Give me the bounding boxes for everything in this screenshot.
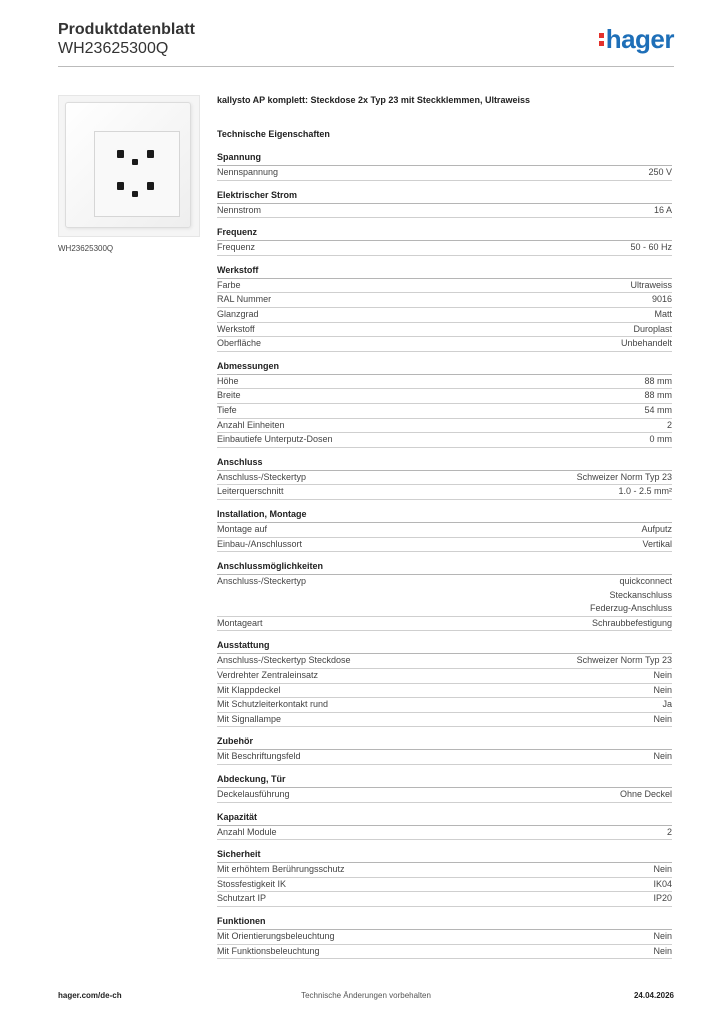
spec-label: Verdrehter Zentraleinsatz (217, 670, 319, 681)
spec-label: Tiefe (217, 404, 237, 415)
document-header (58, 20, 674, 58)
spec-row (217, 433, 672, 448)
spec-label: Stossfestigkeit IK (217, 878, 287, 889)
spec-label: Einbau-/Anschlussort (217, 538, 303, 549)
spec-value: 16 A (653, 204, 672, 215)
spec-label: Leiterquerschnitt (217, 486, 284, 497)
spec-row (217, 337, 672, 352)
spec-label: Farbe (217, 279, 241, 290)
spec-label: RAL Nummer (217, 294, 272, 305)
spec-sections (217, 151, 672, 959)
spec-value: Ohne Deckel (619, 789, 672, 800)
spec-label: Nennspannung (217, 167, 279, 177)
spec-value: Nein (653, 751, 672, 762)
spec-label: Werkstoff (217, 323, 255, 334)
spec-row (217, 523, 672, 538)
spec-value: Nein (653, 945, 672, 956)
page-footer (58, 991, 674, 1005)
spec-section (217, 360, 672, 448)
footer-website: hager.com/de-ch (58, 991, 122, 1000)
logo-dots-icon (599, 30, 604, 49)
socket-cover-plate (65, 102, 191, 228)
spec-label: Oberfläche (217, 338, 262, 349)
spec-value: Matt (654, 308, 672, 319)
document-title: Produktdatenblatt (58, 21, 195, 38)
spec-row (217, 471, 672, 486)
socket-hole (132, 191, 138, 197)
spec-label: Breite (217, 390, 241, 401)
spec-row (217, 863, 672, 878)
spec-value: 0 mm (649, 434, 672, 445)
spec-row (217, 404, 672, 419)
spec-label: Mit Beschriftungsfeld (217, 751, 301, 762)
spec-value: Schweizer Norm Typ 23 (576, 655, 672, 666)
spec-row (217, 419, 672, 434)
spec-row (217, 930, 672, 945)
spec-value: Duroplast (633, 323, 672, 334)
spec-row (217, 669, 672, 684)
section-title: Spannung (217, 151, 672, 166)
spec-section (217, 508, 672, 552)
socket-hole (147, 182, 154, 190)
spec-label: Mit Klappdeckel (217, 684, 281, 695)
spec-value: 1.0 - 2.5 mm² (618, 486, 672, 497)
spec-section (217, 456, 672, 500)
socket-insert (94, 131, 180, 217)
section-title: Sicherheit (217, 848, 672, 863)
spec-value: Aufputz (641, 523, 672, 534)
spec-row (217, 538, 672, 553)
spec-value: IK04 (653, 878, 672, 889)
section-title: Anschlussmöglichkeiten (217, 560, 672, 575)
spec-label: Höhe (217, 375, 239, 386)
spec-section (217, 264, 672, 352)
spec-section (217, 639, 672, 727)
section-title: Anschluss (217, 456, 672, 471)
spec-row (217, 323, 672, 338)
spec-value: 88 mm (644, 390, 672, 401)
section-title: Ausstattung (217, 639, 672, 654)
spec-value: 50 - 60 Hz (630, 242, 672, 253)
spec-row (217, 654, 672, 669)
socket-hole (117, 150, 124, 158)
spec-value: 250 V (648, 167, 672, 177)
spec-row (217, 617, 672, 632)
spec-row (217, 485, 672, 500)
spec-value: Unbehandelt (620, 338, 672, 349)
spec-label: Anzahl Einheiten (217, 419, 285, 430)
spec-label: Nennstrom (217, 204, 262, 215)
spec-value: Schweizer Norm Typ 23 (576, 471, 672, 482)
section-title: Frequenz (217, 226, 672, 241)
specifications (217, 95, 672, 967)
spec-label: Einbautiefe Unterputz-Dosen (217, 434, 333, 445)
section-title: Abmessungen (217, 360, 672, 375)
spec-value: Ja (662, 699, 672, 710)
spec-label: Mit erhöhtem Berührungsschutz (217, 864, 345, 875)
logo-text: hager (605, 24, 674, 54)
spec-row (217, 204, 672, 219)
spec-value: Nein (653, 931, 672, 941)
hager-logo (599, 24, 674, 55)
section-title: Elektrischer Strom (217, 189, 672, 204)
spec-label: Mit Schutzleiterkontakt rund (217, 699, 329, 710)
spec-value: 88 mm (644, 375, 672, 386)
spec-value: 54 mm (644, 404, 672, 415)
spec-section (217, 773, 672, 803)
socket-hole (147, 150, 154, 158)
footer-notice: Technische Änderungen vorbehalten (301, 991, 431, 1000)
spec-row (217, 878, 672, 893)
spec-section (217, 735, 672, 765)
spec-value: Nein (653, 864, 672, 875)
section-title: Funktionen (217, 915, 672, 930)
product-title: kallysto AP komplett: Steckdose 2x Typ 23 mit Steckklemmen, Ultraweiss (217, 95, 530, 105)
spec-label: Anzahl Module (217, 826, 277, 837)
technical-properties-heading: Technische Eigenschaften (217, 129, 330, 139)
spec-value: 2 (666, 419, 672, 430)
spec-value: Vertikal (642, 538, 672, 549)
spec-label: Anschluss-/Steckertyp (217, 576, 307, 587)
section-title: Installation, Montage (217, 508, 672, 523)
spec-row (217, 684, 672, 699)
spec-label: Mit Funktionsbeleuchtung (217, 945, 320, 956)
socket-hole (117, 182, 124, 190)
product-image (58, 95, 200, 237)
spec-section (217, 560, 672, 631)
spec-label: Anschluss-/Steckertyp Steckdose (217, 655, 351, 666)
spec-row (217, 826, 672, 841)
spec-value: 2 (666, 826, 672, 837)
spec-row (217, 750, 672, 765)
spec-section (217, 811, 672, 841)
header-divider (58, 66, 674, 67)
socket-hole (132, 159, 138, 165)
spec-row (217, 166, 672, 181)
spec-label: Frequenz (217, 242, 256, 253)
spec-section (217, 189, 672, 219)
spec-label: Montage auf (217, 523, 268, 534)
spec-value: quickconnect Steckanschluss Federzug-Anschluss (589, 576, 672, 614)
spec-row (217, 241, 672, 256)
spec-row (217, 713, 672, 728)
spec-value: Schraubbefestigung (591, 617, 672, 628)
spec-row (217, 698, 672, 713)
spec-row (217, 575, 672, 617)
spec-section (217, 226, 672, 256)
spec-section (217, 915, 672, 959)
spec-value: Nein (653, 713, 672, 724)
section-title: Kapazität (217, 811, 672, 826)
section-title: Werkstoff (217, 264, 672, 279)
spec-label: Mit Signallampe (217, 713, 282, 724)
section-title: Zubehör (217, 735, 672, 750)
spec-value: Nein (653, 670, 672, 681)
spec-value: 9016 (651, 294, 672, 305)
footer-date: 24.04.2026 (633, 991, 674, 1000)
spec-label: Glanzgrad (217, 308, 259, 319)
spec-row (217, 308, 672, 323)
spec-section (217, 151, 672, 181)
spec-row (217, 279, 672, 294)
spec-row (217, 788, 672, 803)
spec-row (217, 293, 672, 308)
article-number: WH23625300Q (58, 40, 169, 57)
spec-row (217, 945, 672, 960)
section-title: Abdeckung, Tür (217, 773, 672, 788)
spec-value: IP20 (653, 893, 672, 904)
spec-row (217, 389, 672, 404)
spec-label: Mit Orientierungsbeleuchtung (217, 931, 335, 941)
spec-row (217, 375, 672, 390)
spec-section (217, 848, 672, 907)
spec-value: Ultraweiss (630, 279, 672, 290)
spec-label: Anschluss-/Steckertyp (217, 471, 307, 482)
spec-label: Deckelausführung (217, 789, 290, 800)
spec-row (217, 892, 672, 907)
spec-value: Nein (653, 684, 672, 695)
image-caption: WH23625300Q (58, 244, 114, 253)
spec-label: Montageart (217, 617, 263, 628)
spec-label: Schutzart IP (217, 893, 267, 904)
